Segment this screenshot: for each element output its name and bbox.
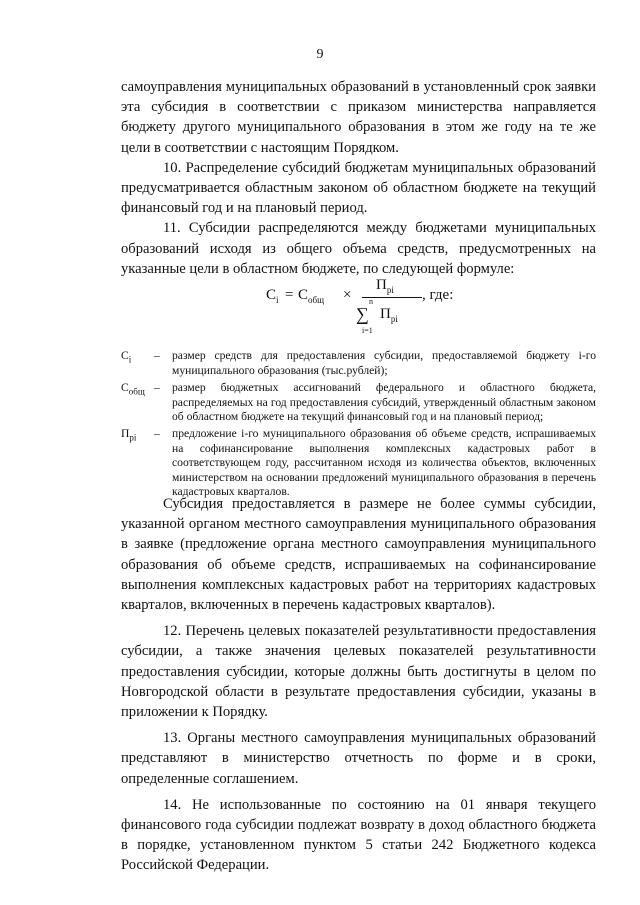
page-number: 9	[316, 47, 324, 62]
definition-text: размер средств для предоставления субсидии, предоставляемой бюджету i-го муниципального образования (тыс.рублей);	[172, 349, 596, 377]
sum-symbol: ∑	[356, 304, 369, 324]
definition-symbol: $C_{общ}$	[121, 381, 145, 397]
paragraph-11: 11. Субсидии распределяются между бюджетами муниципальных образований исходя из общего объема средств, предусмотренных на указанные цели в областном бюджете, по следующей формуле:	[121, 220, 596, 277]
definition-dash: –	[154, 381, 160, 394]
paragraph-13: 13. Органы местного самоуправления муниципальных образований представляют в министерство отчетность по форме и в сроки, определенные соглашением.	[121, 730, 596, 787]
definition-symbol: $C_i$	[121, 349, 132, 365]
sum-lower-limit: i=1	[362, 326, 373, 335]
paragraph-continuation: самоуправления муниципальных образований в установленный срок заявки эта субсидия в соответствии с приказом министерства направляется бюджету другого муниципального образования в этом же году на те же цели в соответствии с настоящим Порядком.	[121, 79, 596, 156]
formula-denominator: $П_{pi}$	[380, 306, 398, 324]
definition-text: размер бюджетных ассигнований федерального и областного бюджета, распределяемых на год предоставления субсидий, утвержденный областным законом об областном бюджете на текущий финансовый год и на плановый период;	[172, 381, 596, 424]
body-text-bottom	[121, 494, 596, 876]
paragraph-14: 14. Не использованные по состоянию на 01 января текущего финансового года субсидии подлежат возврату в доход областного бюджета в порядке, установленном пунктом 5 статьи 242 Бюджетного кодекса Российской Федерации.	[121, 796, 596, 874]
formula-numerator: $П_{pi}$	[376, 277, 394, 295]
formula-times: ×	[343, 287, 352, 303]
definition-dash: –	[154, 349, 160, 362]
paragraph-12: 12. Перечень целевых показателей результативности предоставления субсидии, а также значения целевых показателей результативности предоставления субсидии, которые должны быть достигнуты в целом по Новгородской области в результате предоставления субсидии, указаны в приложении к Порядку.	[121, 623, 596, 721]
body-text-top	[121, 77, 596, 279]
definition-symbol: $П_{pi}$	[121, 427, 137, 443]
formula-coef: $C_{общ}$	[298, 287, 325, 305]
formula-eq: =	[285, 287, 294, 303]
formula-lhs: $C_i$	[266, 287, 279, 305]
paragraph-10: 10. Распределение субсидий бюджетам муниципальных образований предусматривается областным законом об областном бюджете на текущий финансовый год и на плановый период.	[121, 159, 596, 217]
definition-text: предложение i-го муниципального образования об объеме средств, испрашиваемых на софинансирование выполнения комплексных кадастровых работ в соответствующем году, рассчитанном исходя из количества объектов, включенных министерством на основании предложений муниципального образования в перечень кадастровых кварталов.	[172, 427, 596, 499]
formula-suffix: , где:	[422, 287, 454, 303]
definition-dash: –	[154, 427, 160, 440]
paragraph-subsidy-amount: Субсидия предоставляется в размере не более суммы субсидии, указанной органом местного самоуправления муниципального образования в заявке (предложение органа местного самоуправления муниципального образования об объеме средств, испрашиваемых на софинансирование выполнения комплексных кадастровых работ на территориях кадастровых кварталов, включенных в перечень кадастровых кварталов).	[121, 496, 596, 614]
sum-upper-limit: n	[369, 297, 373, 306]
